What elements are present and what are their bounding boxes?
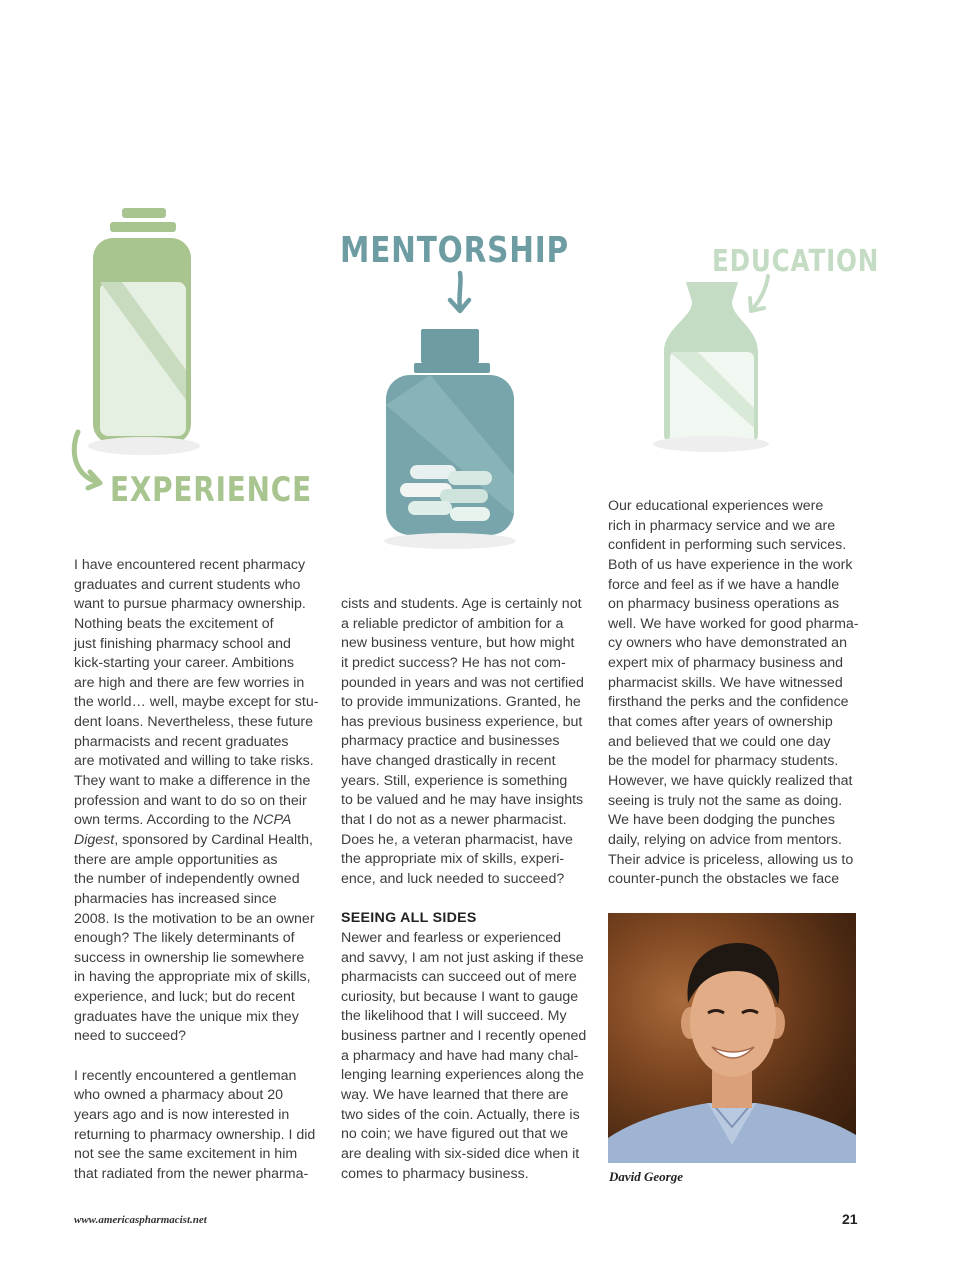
text-line: [74, 831, 324, 851]
portrait-illustration: [608, 913, 856, 1163]
photo-caption: David George: [609, 1169, 684, 1184]
text-line: that radiated from the newer pharma-: [74, 1165, 309, 1182]
text-line: We have been dodging the punches: [608, 812, 835, 829]
text-line: comes to pharmacy business.: [341, 1165, 529, 1182]
text-line: the world… well, maybe except for stu-: [74, 694, 319, 711]
text-line: it predict success? He has not com-: [341, 654, 566, 671]
text-line: expert mix of pharmacy business and: [608, 655, 843, 672]
text-line: firsthand the perks and the confidence: [608, 694, 849, 711]
text-line: want to pursue pharmacy ownership.: [74, 596, 306, 613]
paragraph-gap: [341, 890, 591, 910]
paragraph-gap: [74, 1047, 324, 1067]
text-line: the likelihood that I will succeed. My: [341, 1008, 567, 1025]
text-line: ence, and luck needed to succeed?: [341, 870, 565, 887]
text-line: pharmacies has increased since: [74, 890, 277, 907]
footer-url[interactable]: www.americaspharmacist.net: [74, 1214, 207, 1226]
text-line: that I do not as a newer pharmacist.: [341, 812, 567, 829]
author-portrait-photo: [608, 913, 856, 1163]
text-line: a reliable predictor of ambition for a: [341, 615, 564, 632]
text-line: graduates and current students who: [74, 576, 301, 593]
text-line: dent loans. Nevertheless, these future: [74, 714, 313, 731]
text-line: need to succeed?: [74, 1028, 187, 1045]
text-line: kick-starting your career. Ambitions: [74, 655, 294, 672]
text-line: experience, and luck; but do recent: [74, 989, 295, 1006]
text-line: counter-punch the obstacles we face: [608, 871, 840, 888]
text-line: are motivated and willing to take risks.: [74, 753, 314, 770]
text-line: returning to pharmacy ownership. I did: [74, 1126, 316, 1143]
text-line: pharmacy practice and businesses: [341, 733, 560, 750]
text-line: daily, relying on advice from mentors.: [608, 831, 842, 848]
text-line: to provide immunizations. Granted, he: [341, 694, 581, 711]
text-line: Their advice is priceless, allowing us to: [608, 851, 854, 868]
text-line: seeing is truly not the same as doing.: [608, 792, 843, 809]
text-line: pharmacists and recent graduates: [74, 733, 289, 750]
text-line: I have encountered recent pharmacy: [74, 557, 306, 573]
text-line: new business venture, but how might: [341, 635, 575, 652]
text-line: on pharmacy business operations as: [608, 596, 840, 613]
text-fragment: own terms. According to the: [74, 812, 254, 829]
text-line: However, we have quickly realized that: [608, 772, 853, 789]
text-line: there are ample opportunities as: [74, 851, 278, 868]
text-line: a pharmacy and have had many chal-: [341, 1047, 579, 1064]
text-line: lenging learning experiences along the: [341, 1067, 584, 1084]
italic-publication: Digest: [74, 831, 115, 848]
text-line: [74, 811, 324, 831]
text-line: Nothing beats the excitement of: [74, 615, 274, 632]
text-line: and believed that we could one day: [608, 733, 831, 750]
text-line: force and feel as if we have a handle: [608, 576, 840, 593]
text-line: and savvy, I am not just asking if these: [341, 949, 584, 966]
text-line: enough? The likely determinants of: [74, 930, 295, 947]
section-heading: SEEING ALL SIDES: [341, 910, 477, 927]
body-column-2: [341, 595, 591, 1184]
text-line: well. We have worked for good pharma-: [608, 615, 859, 632]
body-column-3: [608, 497, 860, 890]
text-line: They want to make a difference in the: [74, 773, 311, 790]
text-line: business partner and I recently opened: [341, 1028, 587, 1045]
text-line: Both of us have experience in the work: [608, 556, 853, 573]
text-line: I recently encountered a gentleman: [74, 1067, 297, 1084]
flask-icon: [648, 278, 778, 458]
text-line: Newer and fearless or experienced: [341, 929, 562, 946]
text-line: be the model for pharmacy students.: [608, 753, 839, 770]
text-line: are high and there are few worries in: [74, 674, 305, 691]
text-line: 2008. Is the motivation to be an owner: [74, 910, 315, 927]
text-fragment: , sponsored by Cardinal Health,: [114, 831, 313, 848]
text-line: the number of independently owned: [74, 871, 300, 888]
italic-publication: NCPA: [253, 812, 292, 829]
body-column-1: [74, 556, 324, 1185]
text-line: to be valued and he may have insights: [341, 792, 584, 809]
page-number: 21: [842, 1211, 858, 1227]
text-line: graduates have the unique mix they: [74, 1008, 299, 1025]
text-line: Our educational experiences were: [608, 498, 824, 514]
curved-arrow-icon: [68, 428, 108, 492]
text-line: cists and students. Age is certainly not: [341, 596, 582, 612]
text-line: two sides of the coin. Actually, there is: [341, 1106, 580, 1123]
medicine-jar-icon: [370, 325, 540, 550]
text-line: has previous business experience, but: [341, 713, 583, 730]
text-line: success in ownership lie somewhere: [74, 949, 305, 966]
text-line: cy owners who have demonstrated an: [608, 635, 847, 652]
mentorship-label: MENTORSHIP: [340, 230, 569, 271]
text-line: way. We have learned that there are: [341, 1087, 569, 1104]
education-label: EDUCATION: [712, 244, 880, 279]
text-line: pounded in years and was not certified: [341, 674, 584, 691]
text-line: pharmacists can succeed out of mere: [341, 969, 577, 986]
text-line: confident in performing such services.: [608, 537, 847, 554]
text-line: no coin; we have figured out that we: [341, 1126, 569, 1143]
text-line: that comes after years of ownership: [608, 714, 833, 731]
text-line: profession and want to do so on their: [74, 792, 307, 809]
text-line: have changed drastically in recent: [341, 753, 556, 770]
text-line: years ago and is now interested in: [74, 1106, 290, 1123]
text-line: rich in pharmacy service and we are: [608, 517, 836, 534]
text-line: are dealing with six-sided dice when it: [341, 1145, 580, 1162]
down-arrow-icon: [444, 270, 474, 316]
text-line: years. Still, experience is something: [341, 772, 568, 789]
text-line: in having the appropriate mix of skills,: [74, 969, 311, 986]
text-line: pharmacist skills. We have witnessed: [608, 674, 843, 691]
text-line: curiosity, but because I want to gauge: [341, 988, 579, 1005]
text-line: not see the same excitement in him: [74, 1146, 298, 1163]
text-line: just finishing pharmacy school and: [74, 635, 291, 652]
text-line: Does he, a veteran pharmacist, have: [341, 831, 573, 848]
text-line: the appropriate mix of skills, experi-: [341, 851, 565, 868]
pill-bottle-icon: [60, 200, 300, 460]
experience-label: EXPERIENCE: [110, 470, 312, 510]
text-line: who owned a pharmacy about 20: [74, 1087, 284, 1104]
